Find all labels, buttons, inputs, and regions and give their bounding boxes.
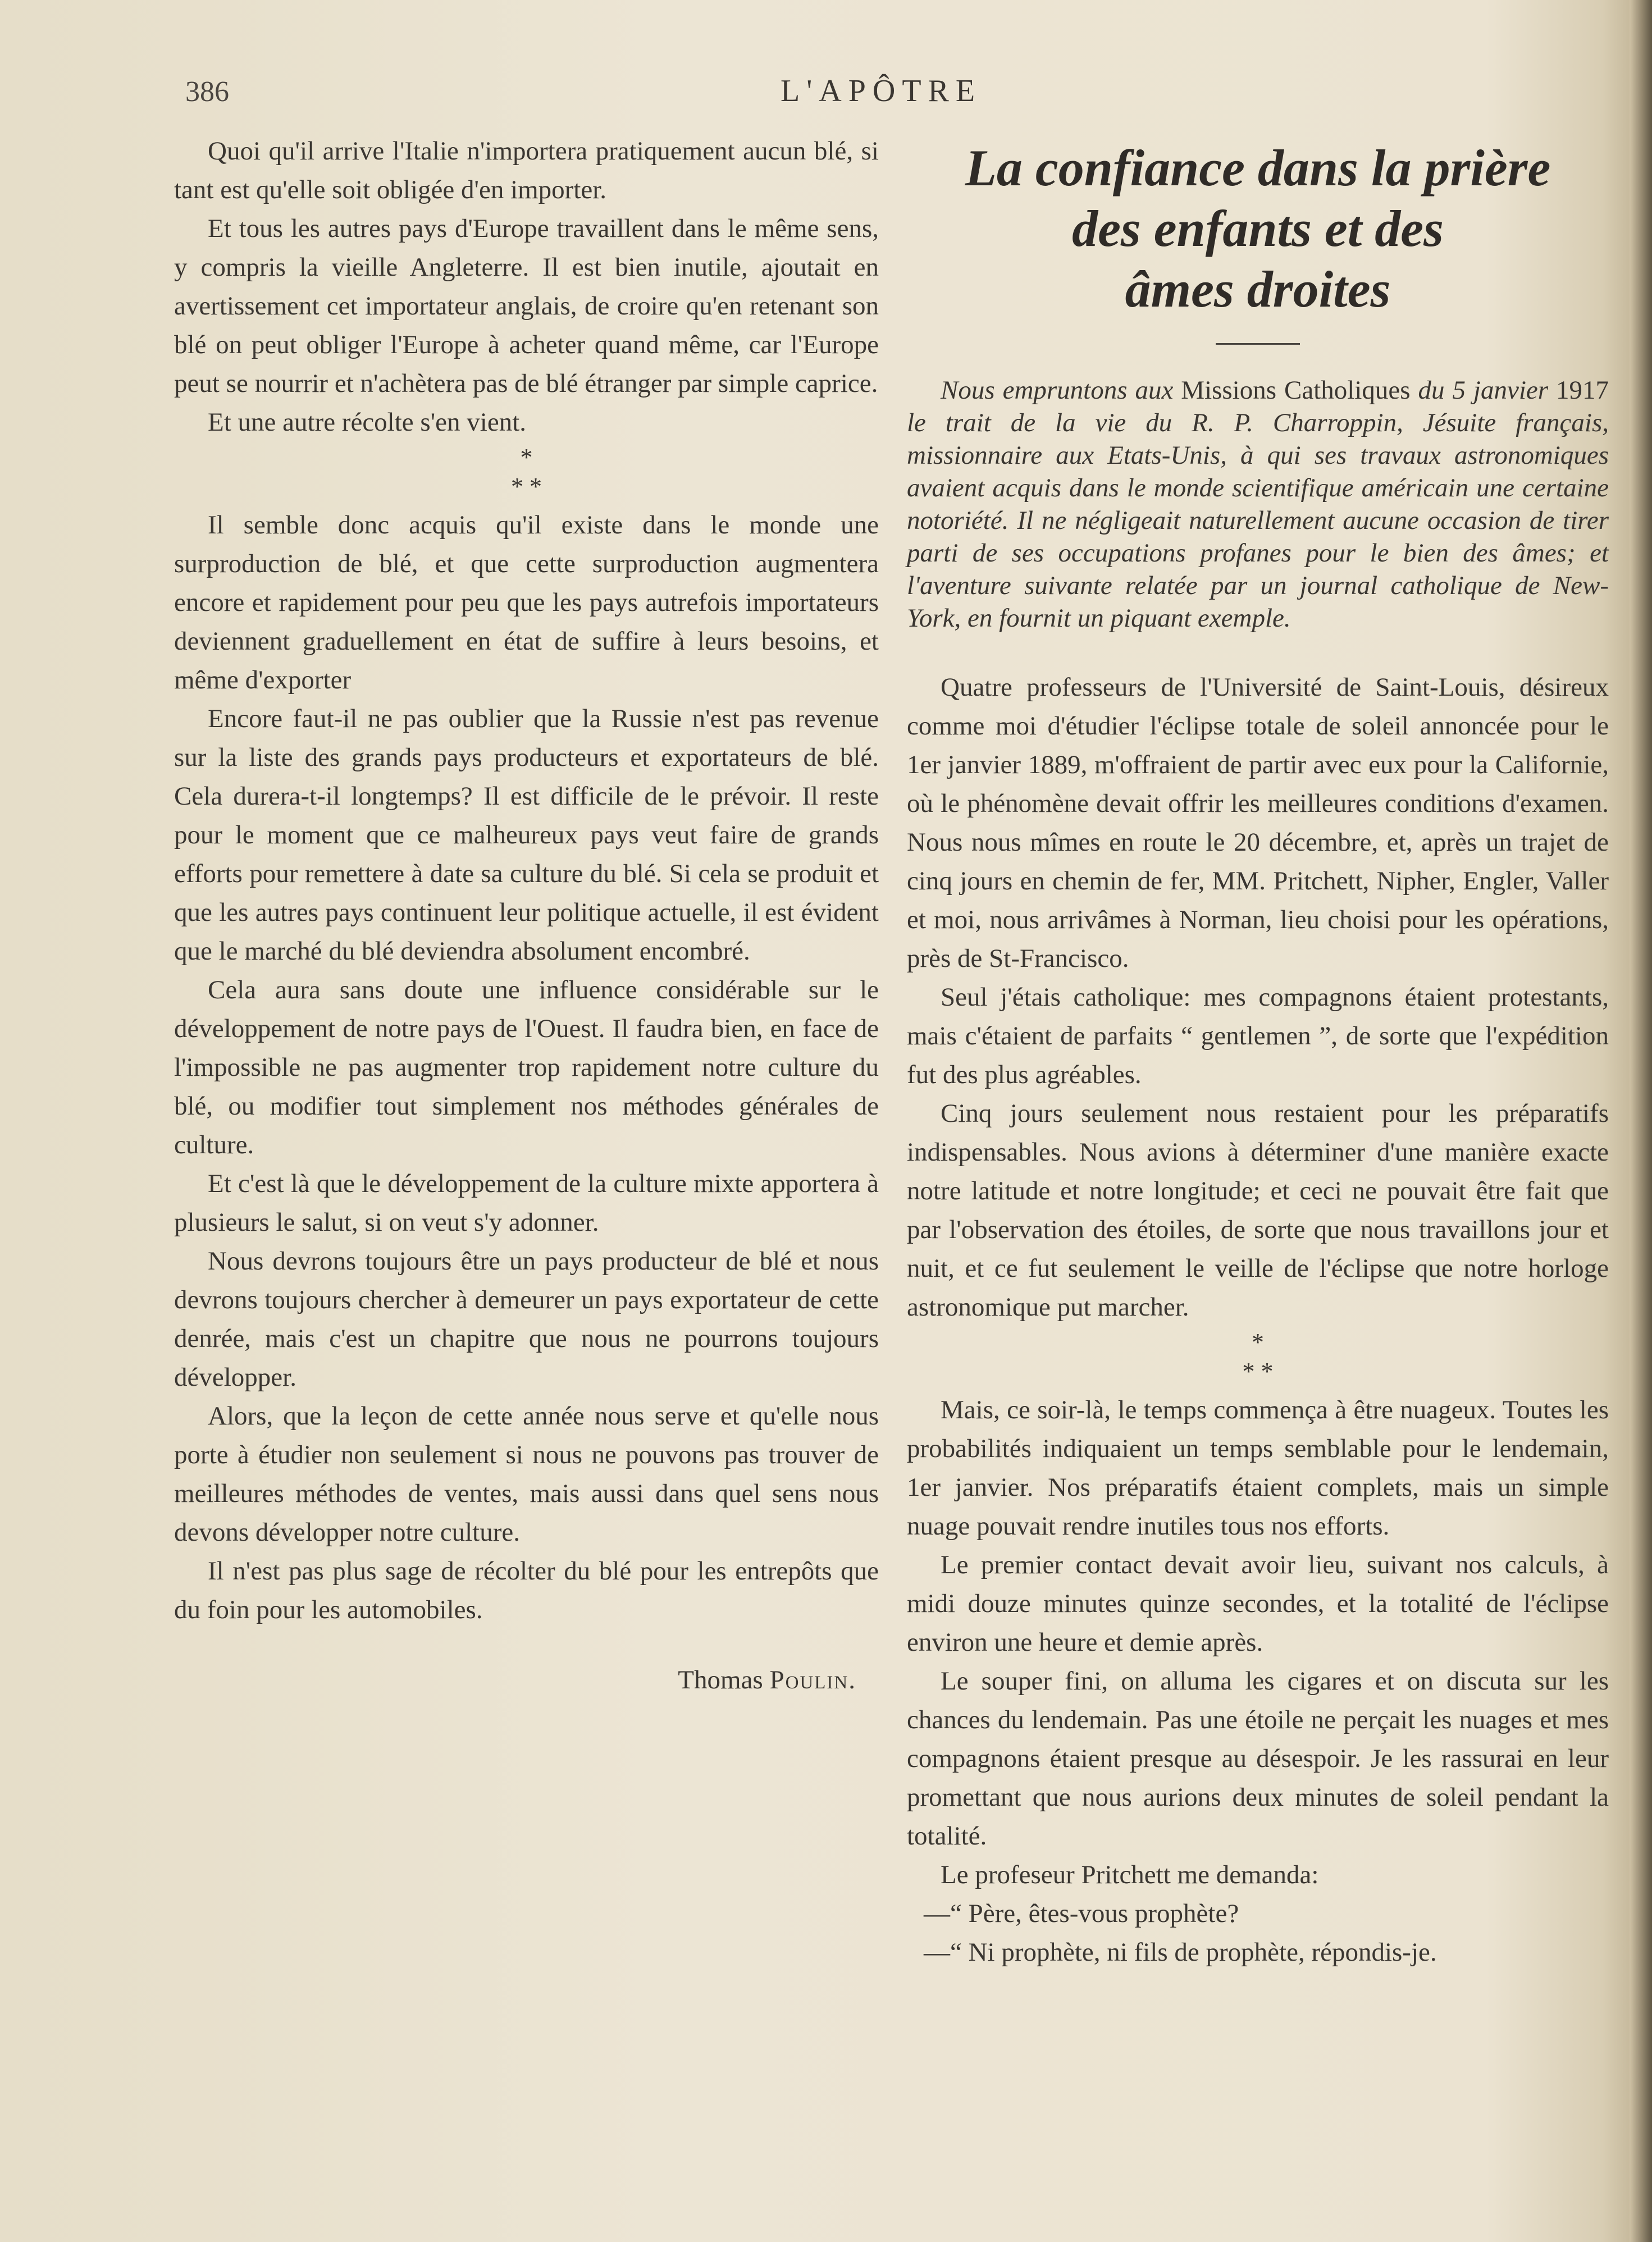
left-paragraph-3: Et une autre récolte s'en vient. [208, 408, 527, 437]
right-paragraph-5: Le premier contact devait avoir lieu, suivant nos calculs, à midi douze minutes quinze secondes, et la totalité de l'éclipse environ une heure et demie après. [907, 1550, 1609, 1657]
left-paragraph-9: Alors, que la leçon de cette année nous serve et qu'elle nous porte à étudier non seulement si nous ne pouvons pas trouver de meilleures méthodes de ventes, mais aussi dans quel sens nous devons développer notre culture. [174, 1401, 879, 1547]
right-paragraph-6: Le souper fini, on alluma les cigares et on discuta sur les chances du lendemain. Pas une étoile ne perçait les nuages et mes compagnons étaient presque au désespoir. Je les rassurai en leur promettant que nous aurions deux minutes de soleil pendant la totalité. [907, 1666, 1609, 1851]
left-paragraph-2: Et tous les autres pays d'Europe travaillent dans le même sens, y compris la vieille Angleterre. Il est bien inutile, ajoutait en avertissement cet importateur anglais, de croire qu'en retenant son blé on peut obliger l'Europe à acheter quand même, car l'Europe peut se nourrir et n'achètera pas de blé étranger par simple caprice. [174, 214, 879, 398]
title-rule [1216, 343, 1300, 345]
right-paragraph-2: Seul j'étais catholique: mes compagnons étaient protestants, mais c'étaient de parfaits “ gentlemen ”, de sorte que l'expédition fut des plus agréables. [907, 983, 1609, 1089]
author-signature [174, 1661, 879, 1700]
article-title-line-3: âmes droites [1125, 261, 1391, 318]
running-title: L'APÔTRE [781, 74, 982, 108]
left-paragraph-10: Il n'est pas plus sage de récolter du blé pour les entrepôts que du foin pour les automobiles. [174, 1556, 879, 1624]
right-paragraph-7: Le profeseur Pritchett me demanda: [941, 1860, 1319, 1889]
dialog-line-2: —“ Ni prophète, ni fils de prophète, répondis-je. [924, 1938, 1437, 1967]
intro-text-part-1: Nous empruntons aux [941, 376, 1181, 405]
right-paragraph-4: Mais, ce soir-là, le temps commença à être nuageux. Toutes les probabilités indiquaient un temps semblable pour le lendemain, 1er janvier. Nos préparatifs étaient complets, mais un simple nuage pouvait rendre inutiles tous nos efforts. [907, 1395, 1609, 1541]
separator-star-top-right: * [1252, 1328, 1264, 1356]
section-separator [174, 443, 879, 501]
right-column [907, 138, 1609, 1972]
article-title-line-2: des enfants et des [1072, 200, 1444, 257]
intro-source-name: Missions Catholiques [1181, 376, 1411, 405]
separator-star-top: * [520, 444, 533, 471]
left-paragraph-5: Encore faut-il ne pas oublier que la Russie n'est pas revenue sur la liste des grands pays producteurs et exportateurs de blé. Cela durera-t-il longtemps? Il est difficile de le prévoir. Il reste pour le moment que ce malheureux pays veut faire de grands efforts pour remettere à date sa culture du blé. Si cela se produit et que les autres pays continuent leur politique actuelle, il est évident que le marché du blé deviendra absolument encombré. [174, 704, 879, 966]
page-number: 386 [185, 76, 229, 108]
separator-stars-bottom-right: * * [1242, 1358, 1274, 1385]
author-last-name: Poulin. [769, 1665, 856, 1695]
left-paragraph-7: Et c'est là que le développement de la culture mixte apportera à plusieurs le salut, si on veut s'y adonner. [174, 1169, 879, 1237]
intro-year: 1917 [1555, 376, 1609, 405]
separator-stars-bottom: * * [511, 473, 542, 500]
book-spine-shadow [1630, 0, 1652, 2242]
right-paragraph-3: Cinq jours seulement nous restaient pour les préparatifs indispensables. Nous avions à déterminer d'une manière exacte notre latitude et notre longitude; et ceci ne pouvait être fait que par l'observation des étoiles, de sorte que nous travaillons jour et nuit, et ce fut seulement le veille de l'éclipse que notre horloge astronomique put marcher. [907, 1099, 1609, 1322]
intro-text-part-3: le trait de la vie du R. P. Charroppin, Jésuite français, missionnaire aux Etats-Unis, à qui ses travaux astronomiques avaient acquis dans le monde scientifique américain une certaine notoriété. Il ne négligeait naturellement aucune occasion de tirer parti de ses occupations profanes pour le bien des âmes; et l'aventure suivante relatée par un journal catholique de New-York, en fournit un piquant exemple. [907, 408, 1609, 633]
page-header [185, 67, 1589, 118]
left-paragraph-4: Il semble donc acquis qu'il existe dans le monde une surproduction de blé, et que cette surproduction augmentera encore et rapidement pour peu que les pays autrefois importateurs deviennent graduellement en état de suffire à leurs besoins, et même d'exporter [174, 510, 879, 695]
intro-text-part-2: du 5 janvier [1410, 376, 1556, 405]
left-paragraph-8: Nous devrons toujours être un pays producteur de blé et nous devrons toujours chercher à demeurer un pays exportateur de cette denrée, mais c'est un chapitre que nous ne pourrons toujours développer. [174, 1246, 879, 1392]
article-introduction [907, 374, 1609, 634]
author-first-name: Thomas [678, 1665, 763, 1695]
left-column [174, 132, 879, 1700]
article-title-line-1: La confiance dans la prière [965, 139, 1551, 197]
article-title [907, 138, 1609, 319]
section-separator-right [907, 1328, 1609, 1386]
dialog-line-1: —“ Père, êtes-vous prophète? [924, 1899, 1239, 1928]
right-paragraph-1: Quatre professeurs de l'Université de Saint-Louis, désireux comme moi d'étudier l'éclipse totale de soleil annoncée pour le 1er janvier 1889, m'offraient de partir avec eux pour la Californie, où le phénomène devait offrir les meilleures conditions d'examen. Nous nous mîmes en route le 20 décembre, et, après un trajet de cinq jours en chemin de fer, MM. Pritchett, Nipher, Engler, Valler et moi, nous arrivâmes à Norman, lieu choisi pour les opérations, près de St-Francisco. [907, 673, 1609, 973]
left-paragraph-6: Cela aura sans doute une influence considérable sur le développement de notre pays de l'Ouest. Il faudra bien, en face de l'impossible ne pas augmenter trop rapidement notre culture du blé, ou modifier tout simplement nos méthodes générales de culture. [174, 975, 879, 1159]
left-paragraph-1: Quoi qu'il arrive l'Italie n'importera pratiquement aucun blé, si tant est qu'elle soit obligée d'en importer. [174, 136, 879, 204]
